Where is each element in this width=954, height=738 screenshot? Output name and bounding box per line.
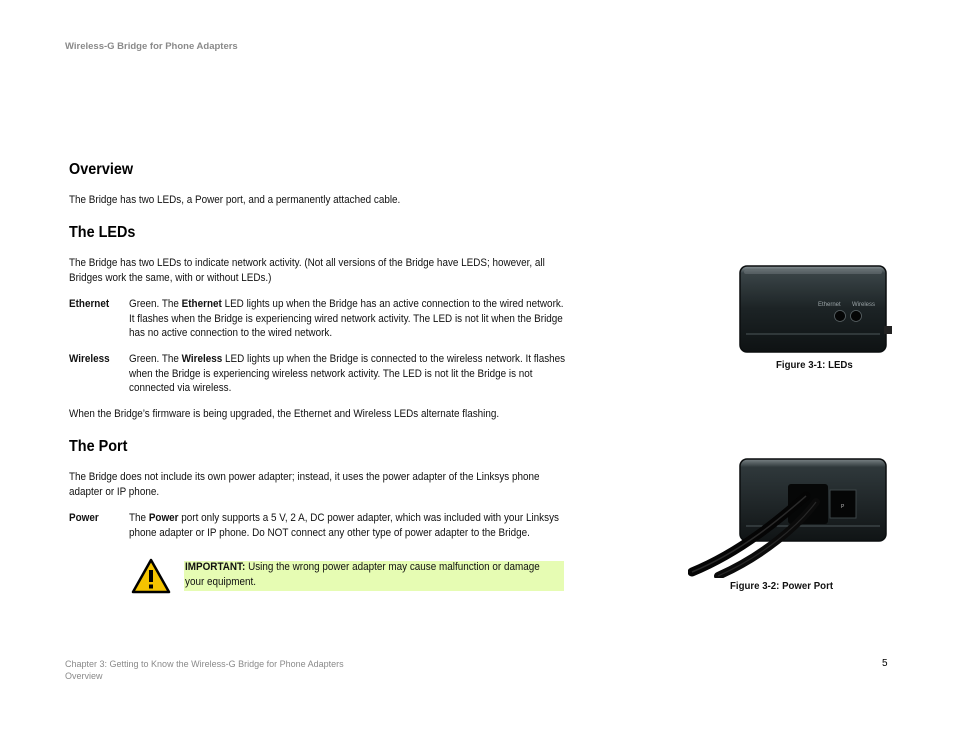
power-term: Power [69, 512, 99, 524]
port-intro [69, 470, 591, 499]
ethernet-definition [129, 297, 588, 341]
wireless-def-pre: Green. The [129, 353, 182, 365]
leds-heading: The LEDs [69, 224, 136, 241]
important-label: IMPORTANT: [185, 561, 246, 573]
page-number: 5 [882, 658, 888, 669]
overview-text: The Bridge has two LEDs, a Power port, and a permanently attached cable. [69, 194, 401, 206]
power-def-line2: phone adapter or IP phone. Do NOT connect any other type of power adapter to the Bridge. [129, 526, 530, 539]
port-intro-line2: adapter or IP phone. [69, 485, 160, 498]
port-heading: The Port [69, 438, 128, 455]
ethernet-def-pre: Green. The [129, 298, 182, 310]
power-def-line1: port only supports a 5 V, 2 A, DC power adapter, which was included with your Linksys [178, 512, 559, 524]
footer-chapter: Chapter 3: Getting to Know the Wireless-G Bridge for Phone Adapters [65, 659, 344, 669]
warning-triangle-icon [131, 558, 171, 594]
power-port-marking: P [841, 504, 845, 510]
ethernet-def-line2: It flashes when the Bridge is experiencing wired network activity. The LED is not lit when the Bridge [129, 312, 563, 325]
figure-power-caption: Figure 3-2: Power Port [730, 580, 834, 592]
overview-heading: Overview [69, 161, 134, 178]
ethernet-led [835, 311, 846, 322]
leds-intro-line2: Bridges work the same, with or without LEDs.) [69, 271, 272, 284]
wireless-def-bold: Wireless [181, 353, 223, 365]
wireless-def-line3: connected via wireless. [129, 382, 232, 394]
power-def-pre: The [129, 512, 149, 524]
figure-power-image [688, 456, 890, 578]
important-note [185, 560, 563, 590]
firmware-note: When the Bridge’s firmware is being upgraded, the Ethernet and Wireless LEDs alternate flashing. [69, 408, 500, 420]
important-line2: your equipment. [185, 576, 257, 588]
wireless-definition [129, 352, 588, 396]
important-line1: Using the wrong power adapter may cause malfunction or damage [245, 561, 540, 573]
wireless-term: Wireless [69, 353, 110, 365]
ethernet-term: Ethernet [69, 298, 110, 310]
wireless-def-line1: LED lights up when the Bridge is connected to the wireless network. It flashes [222, 353, 566, 365]
wireless-def-line2: when the Bridge is experiencing wireless network activity. The LED is not lit the Bridge is not [129, 367, 533, 380]
led-label-ethernet: Ethernet [818, 302, 841, 308]
led-label-wireless: Wireless [852, 302, 876, 308]
ethernet-def-bold: Ethernet [181, 298, 222, 310]
power-def-bold: Power [148, 512, 179, 524]
ethernet-def-line3: has no active connection to the wired network. [129, 327, 333, 339]
leds-intro [69, 256, 591, 285]
figure-leds-image [738, 264, 894, 356]
leds-intro-line1: The Bridge has two LEDs to indicate network activity. (Not all versions of the Bridge have LEDS; however, all [69, 257, 545, 269]
port-intro-line1: The Bridge does not include its own power adapter; instead, it uses the power adapter of the Linksys phone [69, 471, 540, 483]
figure-leds-caption: Figure 3-1: LEDs [776, 359, 853, 371]
footer [65, 658, 344, 682]
wireless-led [851, 311, 862, 322]
running-header: Wireless-G Bridge for Phone Adapters [65, 41, 238, 52]
power-definition [129, 511, 588, 540]
footer-section: Overview [65, 671, 103, 681]
ethernet-def-line1: LED lights up when the Bridge has an active connection to the wired network. [221, 298, 564, 310]
